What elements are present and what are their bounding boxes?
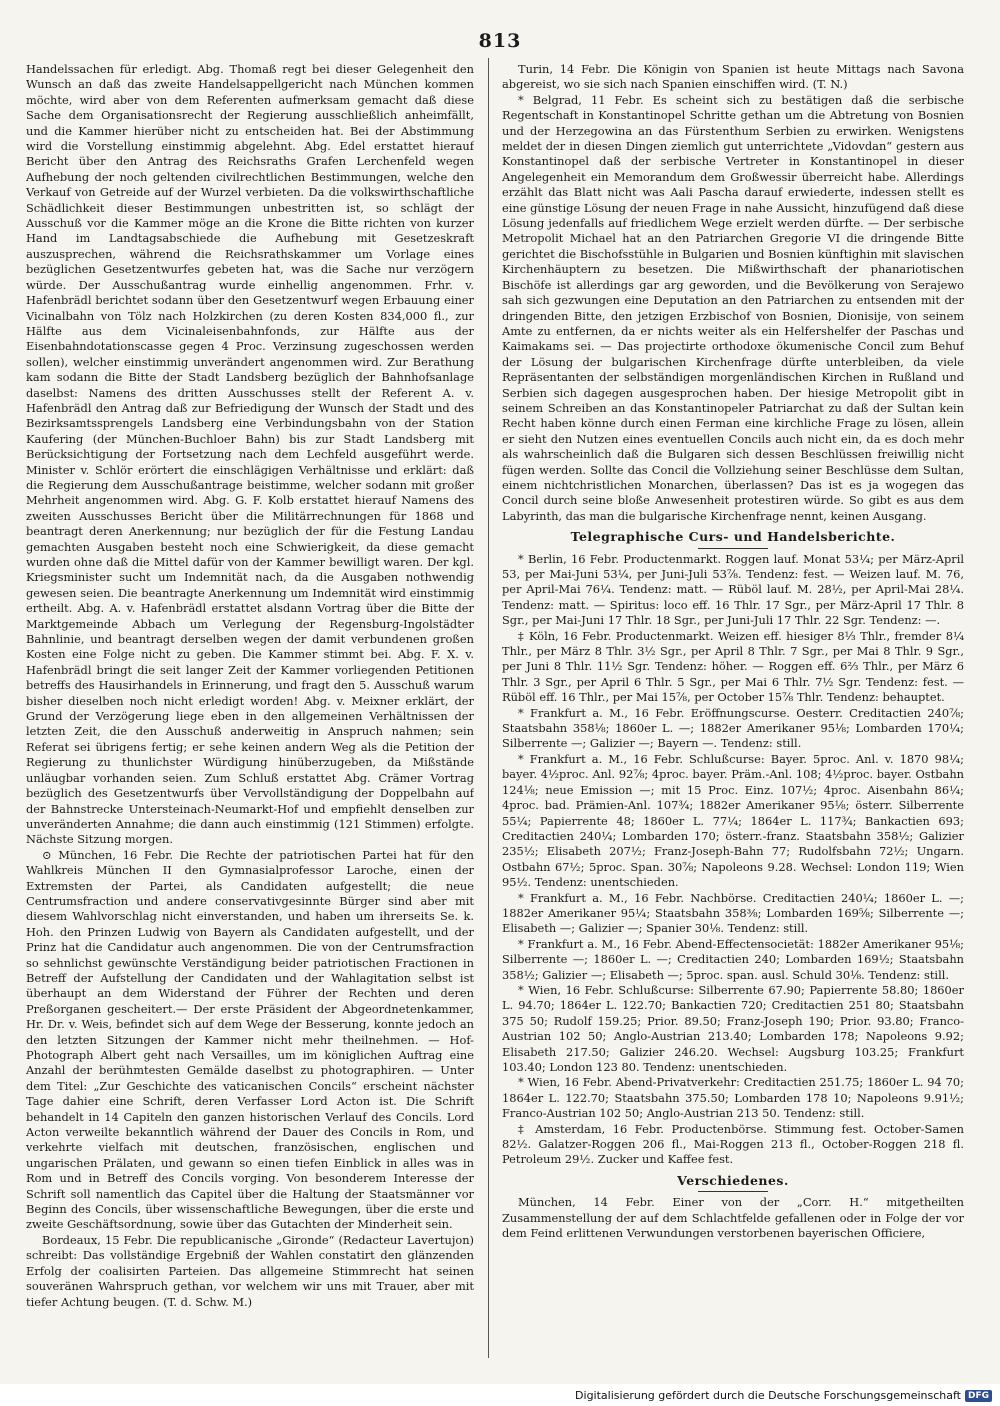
column-divider <box>488 58 489 1358</box>
footer-credit-text: Digitalisierung gefördert durch die Deutsche Forschungsgemeinschaft <box>575 1389 961 1402</box>
market-report: * Wien, 16 Febr. Schlußcurse: Silberrente 67.90; Papierrente 58.80; 1860er L. 94.70; 1864er L. 122.70; Bankactien 720; Creditactien 251 80; Staatsbahn 375 50; Rudolf 159.25; Prior. 89.50; Franz-Joseph 190; Prior. 93.80; Franco-Austrian 102 50; Anglo-Austrian 213.40; Lombarden 178; Napoleons 9.92; Elisabeth 217.50; Galizier 246.20. Wechsel: Augsburg 103.25; Frankfurt 103.40; London 123 80. Tendenz: unentschieden. <box>502 982 964 1074</box>
footer <box>575 1389 992 1402</box>
market-report: ‡ Köln, 16 Febr. Productenmarkt. Weizen eff. hiesiger 8⅓ Thlr., fremder 8¼ Thlr., per März 8 Thlr. 3½ Sgr., per April 8 Thlr. 7 Sgr., per Mai 8 Thlr. 9 Sgr., per Juni 8 Thlr. 11½ Sgr. Tendenz: höher. — Roggen eff. 6⅔ Thlr., per März 6 Thlr. 3 Sgr., per April 6 Thlr. 5 Sgr., per Mai 6 Thlr. 7½ Sgr. Tendenz: fest. — Rüböl eff. 16 Thlr., per Mai 15⅞, per October 15⅞ Thlr. Tendenz: behauptet. <box>502 628 964 705</box>
market-report: * Wien, 16 Febr. Abend-Privatverkehr: Creditactien 251.75; 1860er L. 94 70; 1864er L. 122.70; Staatsbahn 375.50; Lombarden 178 10; Napoleons 9.91½; Franco-Austrian 102 50; Anglo-Austrian 213 50. Tendenz: still. <box>502 1075 964 1121</box>
section-heading-telegraph: Telegraphische Curs- und Handelsberichte. <box>570 529 896 545</box>
market-report: * Berlin, 16 Febr. Productenmarkt. Roggen lauf. Monat 53¼; per März-April 53, per Mai-Juni 53¼, per Juni-Juli 53⅞. Tendenz: fest. — Weizen lauf. M. 76, per April-Mai 76¼. Tendenz: matt. — Rüböl lauf. M. 28½, per April-Mai 28¼. Tendenz: matt. — Spiritus: loco eff. 16 Thlr. 17 Sgr., per März-April 17 Thlr. 8 Sgr., per Mai-Juni 17 Thlr. 18 Sgr., per Juni-Juli 17 Thlr. 22 Sgr. Tendenz: —. <box>502 551 964 628</box>
section-heading-misc: Verschiedenes. <box>677 1172 789 1188</box>
page-number: 813 <box>478 30 522 52</box>
market-report: * Frankfurt a. M., 16 Febr. Nachbörse. Creditactien 240¼; 1860er L. —; 1882er Amerikaner 95¼; Staatsbahn 358⅜; Lombarden 169⅝; Silberrente —; Elisabeth —; Galizier —; Spanier 30⅛. Tendenz: still. <box>502 890 964 936</box>
market-report: * Frankfurt a. M., 16 Febr. Eröffnungscurse. Oesterr. Creditactien 240⅞; Staatsbahn 358⅛; 1860er L. —; 1882er Amerikaner 95⅛; Lombarden 170¼; Silberrente —; Galizier —; Bayern —. Tendenz: still. <box>502 705 964 751</box>
article-paragraph: * Belgrad, 11 Febr. Es scheint sich zu bestätigen daß die serbische Regentschaft in Konstantinopel Schritte gethan um die Abtretung von Bosnien und der Herzegowina an das Fürstenthum Serbien zu erwirken. Wenigstens meldet der in diesen Dingen ziemlich gut unterrichtete „Vidovdan“ gestern aus Konstantinopel daß der serbische Vertreter in Konstantinopel in dieser Angelegenheit ein Memorandum dem Großwessir überreicht habe. Allerdings erzählt das Blatt nicht was Aali Pascha darauf erwiederte, indessen stellt es eine günstige Lösung der neuen Frage in nahe Aussicht, hinzufügend daß diese Lösung jedenfalls auf friedlichem Wege erzielt werden dürfte. — Der serbische Metropolit Michael hat an den Patriarchen Gregorie VI die dringende Bitte gerichtet die Bischofsstühle in Bulgarien und Bosnien künftighin mit slavischen Kirchenhäuptern zu besetzen. Die Mißwirthschaft der phanariotischen Bischöfe ist allerdings gar arg geworden, und die Bevölkerung von Serajewo sah sich gezwungen eine Deputation an den Patriarchen zu entsenden mit der dringenden Bitte, den jetzigen Erzbischof von Bosnien, Dionisije, von seinem Amte zu entfernen, da er nichts weiter als ein Helfershelfer der Paschas und Kaimakams sei. — Das projectirte orthodoxe ökumenische Concil zum Behuf der Lösung der bulgarischen Kirchenfrage dürfte unterbleiben, da viele Repräsentanten der selbständigen morgenländischen Kirchen in Rußland und Serbien sich dagegen ausgesprochen haben. Der hiesige Metropolit gibt in seinem Schreiben an das Konstantinopeler Patriarchat zu daß der Sultan kein Recht haben könne durch einen Ferman eine kirchliche Frage zu lösen, allein er sieht den Nutzen eines eventuellen Concils auch nicht ein, da es doch mehr als wahrscheinlich daß die Bulgaren sich dessen Beschlüssen freiwillig nicht fügen werden. Sollte das Concil die Vollziehung seiner Beschlüsse dem Sultan, einem nichtchristlichen Monarchen, überlassen? Das ist es ja wogegen das Concil durch seine bloße Anwesenheit protestiren würde. So gibt es aus dem Labyrinth, das man die bulgarische Kirchenfrage nennt, keinen Ausgang. <box>502 92 964 523</box>
section-rule <box>698 1191 768 1192</box>
dfg-logo: DFG <box>965 1390 992 1402</box>
article-paragraph: Turin, 14 Febr. Die Königin von Spanien ist heute Mittags nach Savona abgereist, wo sie sich nach Spanien einschiffen wird. (T. N.) <box>502 62 964 92</box>
article-paragraph: ⊙ München, 16 Febr. Die Rechte der patriotischen Partei hat für den Wahlkreis München II den Gymnasialprofessor Laroche, einen der Extremsten der Partei, als Candidaten aufgestellt; die neue Centrumsfraction und andere conservativgesinnte Bürger sind aber mit diesem Wahlvorschlag nicht einverstanden, und haben um ihrerseits Se. k. Hoh. den Prinzen Ludwig von Bayern als Candidaten aufgestellt, und der Prinz hat die Candidatur auch angenommen. Die von der Centrumsfraction so sehnlichst gewünschte Verständigung beider patriotischen Fractionen in Betreff der Aufstellung der Candidaten und der Wahlagitation selbst ist überhaupt an dem Widerstand der Führer der Rechten und deren Preßorganen gescheitert.— Der erste Präsident der Abgeordnetenkammer, Hr. Dr. v. Weis, befindet sich auf dem Wege der Besserung, konnte jedoch an den letzten Sitzungen der Kammer nicht mehr theilnehmen. — Hof-Photograph Albert geht nach Versailles, um im königlichen Auftrag eine Anzahl der berühmtesten Gemälde daselbst zu photographiren. — Unter dem Titel: „Zur Geschichte des vaticanischen Concils“ erscheint nächster Tage dahier eine Schrift, deren Verfasser Lord Acton ist. Die Schrift behandelt in 14 Capiteln den ganzen historischen Verlauf des Concils. Lord Acton verweilte bekanntlich während der Dauer des Concils in Rom, und verkehrte vielfach mit deutschen, französischen, englischen und ungarischen Prälaten, und gewann so einen tiefen Einblick in alles was in Rom und in Betreff des Concils vorging. Von besonderem Interesse der Schrift soll namentlich das Capitel über die Haltung der Staatsmänner vor Beginn des Concils, über wissenschaftliche Bewegungen, über die erste und zweite Geschäftsordnung, sowie über das Gutachten der Minderheit sein. <box>26 847 474 1232</box>
article-paragraph: Handelssachen für erledigt. Abg. Thomaß regt bei dieser Gelegenheit den Wunsch an daß das zweite Handelsappellgericht nach München kommen möchte, wird aber von dem Referenten aufmerksam gemacht daß diese Sache dem Organisationsrecht der Regierung ausschließlich anheimfällt, und die Kammer hierüber nicht zu entscheiden hat. Bei der Abstimmung wird die Vorstellung einstimmig abgelehnt. Abg. Edel erstattet hierauf Bericht über den Antrag des Reichsraths Grafen Lerchenfeld wegen Aufhebung der noch geltenden civilrechtlichen Bestimmungen, welche den Verkauf von Getreide auf der Wurzel verbieten. Da die volkswirthschaftliche Schädlichkeit dieser Bestimmungen unbestritten ist, so schlägt der Ausschuß vor die Kammer möge an die Krone die Bitte richten von kurzer Hand im Landtagsabschiede die Aufhebung mit Gesetzeskraft auszusprechen, während die Reichsrathskammer um Vorlage eines bezüglichen Gesetzentwurfes gebeten hat, was die Sache nur verzögern würde. Der Ausschußantrag wurde einhellig angenommen. Frhr. v. Hafenbrädl berichtet sodann über den Gesetzentwurf wegen Erbauung einer Vicinalbahn von Tölz nach Holzkirchen (zu deren Kosten 834,000 fl., zur Hälfte aus dem Vicinaleisenbahnfonds, zur Hälfte aus der Eisenbahndotationscasse gegen 4 Proc. Verzinsung zugeschossen werden sollen), welcher einstimmig unverändert angenommen wird. Zur Berathung kam sodann die Bitte der Stadt Landsberg bezüglich der Bahnhofsanlage daselbst: Namens des dritten Ausschusses stellt der Referent A. v. Hafenbrädl den Antrag daß zur Befriedigung der Wunsch der Stadt und des Bezirksamtssprengels Landsberg eine Verbindungsbahn von der Station Kaufering (der München-Buchloer Bahn) bis zur Stadt Landsberg mit Berücksichtigung der Fortsetzung nach dem Lechfeld ausgeführt werde. Minister v. Schlör erörtert die einschlägigen Verhältnisse und erklärt: daß die Regierung dem Ausschußantrage beistimme, welcher sodann mit großer Mehrheit angenommen wird. Abg. G. F. Kolb erstattet hierauf Namens des zweiten Ausschusses Bericht über die Militärrechnungen für 1868 und beantragt deren Anerkennung; nur bezüglich der für die Festung Landau gemachten Ausgaben besteht noch eine Schwierigkeit, da diese gemacht wurden ohne daß die Mittel dafür von der Kammer bewilligt waren. Der kgl. Kriegsminister sucht um Indemnität nach, da die Ausgaben nothwendig gewesen seien. Die beantragte Anerkennung um Indemnität wird einstimmig ertheilt. Abg. A. v. Hafenbrädl erstattet alsdann Vortrag über die Bitte der Marktgemeinde Abbach um Verlegung der Regensburg-Ingolstädter Bahnlinie, und beantragt derselben wegen der damit verbundenen großen Kosten eine Folge nicht zu geben. Die Kammer stimmt bei. Abg. F. X. v. Hafenbrädl bringt die seit langer Zeit der Kammer vorliegenden Petitionen betreffs des Hausirhandels in Erinnerung, und fragt den 5. Ausschuß warum bisher dieselben noch nicht erledigt worden! Abg. v. Meixner erklärt, der Grund der Verzögerung liege eben in den allgemeinen Verhältnissen der letzten Zeit, die den Ausschuß anderweitig in Anspruch nahmen; sein Referat sei übrigens fertig; er sehe keinen andern Weg als die Petition der Regierung zu thunlichster Würdigung hinüberzugeben, da Mißstände unläugbar vorhanden seien. Zum Schluß erstattet Abg. Crämer Vortrag bezüglich des Gesetzentwurfs über Vervollständigung der Doppelbahn auf der Bahnstrecke Untersteinach-Neumarkt-Hof und empfiehlt denselben zur unveränderten Annahme; die dann auch einstimmig (121 Stimmen) erfolgte. Nächste Sitzung morgen. <box>26 62 474 847</box>
right-column <box>502 62 964 1362</box>
article-paragraph: München, 14 Febr. Einer von der „Corr. H.“ mitgetheilten Zusammenstellung der auf dem Schlachtfelde gefallenen oder in Folge der vor dem Feind erlittenen Verwundungen verstorbenen bayerischen Officiere, <box>502 1195 964 1241</box>
left-column <box>26 62 474 1362</box>
market-report: ‡ Amsterdam, 16 Febr. Productenbörse. Stimmung fest. October-Samen 82½. Galatzer-Roggen 206 fl., Mai-Roggen 213 fl., October-Roggen 218 fl. Petroleum 29½. Zucker und Kaffee fest. <box>502 1121 964 1167</box>
article-paragraph: Bordeaux, 15 Febr. Die republicanische „Gironde“ (Redacteur Lavertujon) schreibt: Das vollständige Ergebniß der Wahlen constatirt den glänzenden Erfolg der coalisirten Parteien. Das allgemeine Stimmrecht hat seinen souveränen Wahrspruch gethan, vor welchem wir uns mit Trauer, aber mit tiefer Achtung beugen. (T. d. Schw. M.) <box>26 1232 474 1309</box>
section-rule <box>698 548 768 549</box>
market-report: * Frankfurt a. M., 16 Febr. Abend-Effectensocietät: 1882er Amerikaner 95⅛; Silberrente —; 1860er L. —; Creditactien 240; Lombarden 169½; Staatsbahn 358½; Galizier —; Elisabeth —; 5proc. span. ausl. Schuld 30⅛. Tendenz: still. <box>502 936 964 982</box>
market-report: * Frankfurt a. M., 16 Febr. Schlußcurse: Bayer. 5proc. Anl. v. 1870 98¼; bayer. 4½proc. Anl. 92⅞; 4proc. bayer. Präm.-Anl. 108; 4½proc. bayer. Ostbahn 124⅛; neue Emission —; mit 15 Proc. Einz. 107½; 4proc. Aisenbahn 86¼; 4proc. bad. Prämien-Anl. 107¾; 1882er Amerikaner 95⅛; österr. Silberrente 55¼; Papierrente 48; 1860er L. 77¼; 1864er L. 117¾; Bankactien 693; Creditactien 240¼; Lombarden 170; österr.-franz. Staatsbahn 358½; Galizier 235½; Elisabeth 207½; Franz-Joseph-Bahn 77; Rudolfsbahn 72½; Ungarn. Ostbahn 67½; 5proc. Span. 30⅞; Napoleons 9.28. Wechsel: London 119; Wien 95½. Tendenz: unentschieden. <box>502 751 964 890</box>
